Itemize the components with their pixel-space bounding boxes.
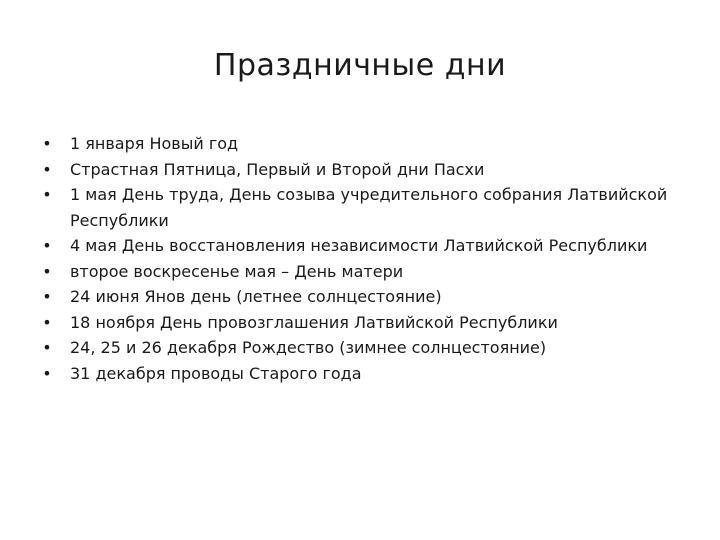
list-item-text: Страстная Пятница, Первый и Второй дни Пасхи <box>70 159 485 179</box>
list-item <box>42 157 682 183</box>
bullet-icon: • <box>42 338 52 357</box>
list-item <box>42 259 682 285</box>
bullet-icon: • <box>42 261 52 281</box>
bullet-icon: • <box>42 185 52 204</box>
list-item <box>42 284 682 310</box>
list-item <box>42 233 682 259</box>
slide-title: Праздничные дни <box>213 48 507 83</box>
list-item <box>42 361 682 387</box>
holiday-list <box>42 131 682 386</box>
list-item <box>42 131 682 157</box>
list-item-text: 1 января Новый год <box>70 134 239 153</box>
list-item-text: 1 мая День труда, День созыва учредительного собрания Латвийской Республики <box>70 185 668 230</box>
bullet-icon: • <box>42 287 52 306</box>
bullet-icon: • <box>42 236 52 255</box>
list-item-text: 18 ноября День провозглашения Латвийской Республики <box>70 312 558 332</box>
list-item <box>42 182 682 233</box>
list-item-text: 4 мая День восстановления независимости Латвийской Республики <box>70 236 648 255</box>
bullet-icon: • <box>42 134 52 153</box>
list-item <box>42 335 682 361</box>
bullet-icon: • <box>42 363 52 383</box>
bullet-icon: • <box>42 159 52 179</box>
list-item-text: 24 июня Янов день (летнее солнцестояние) <box>70 287 442 306</box>
list-item-text: 31 декабря проводы Старого года <box>70 363 362 383</box>
bullet-icon: • <box>42 312 52 332</box>
list-item-text: второе воскресенье мая – День матери <box>70 261 404 281</box>
list-item <box>42 310 682 336</box>
list-item-text: 24, 25 и 26 декабря Рождество (зимнее солнцестояние) <box>70 338 547 357</box>
